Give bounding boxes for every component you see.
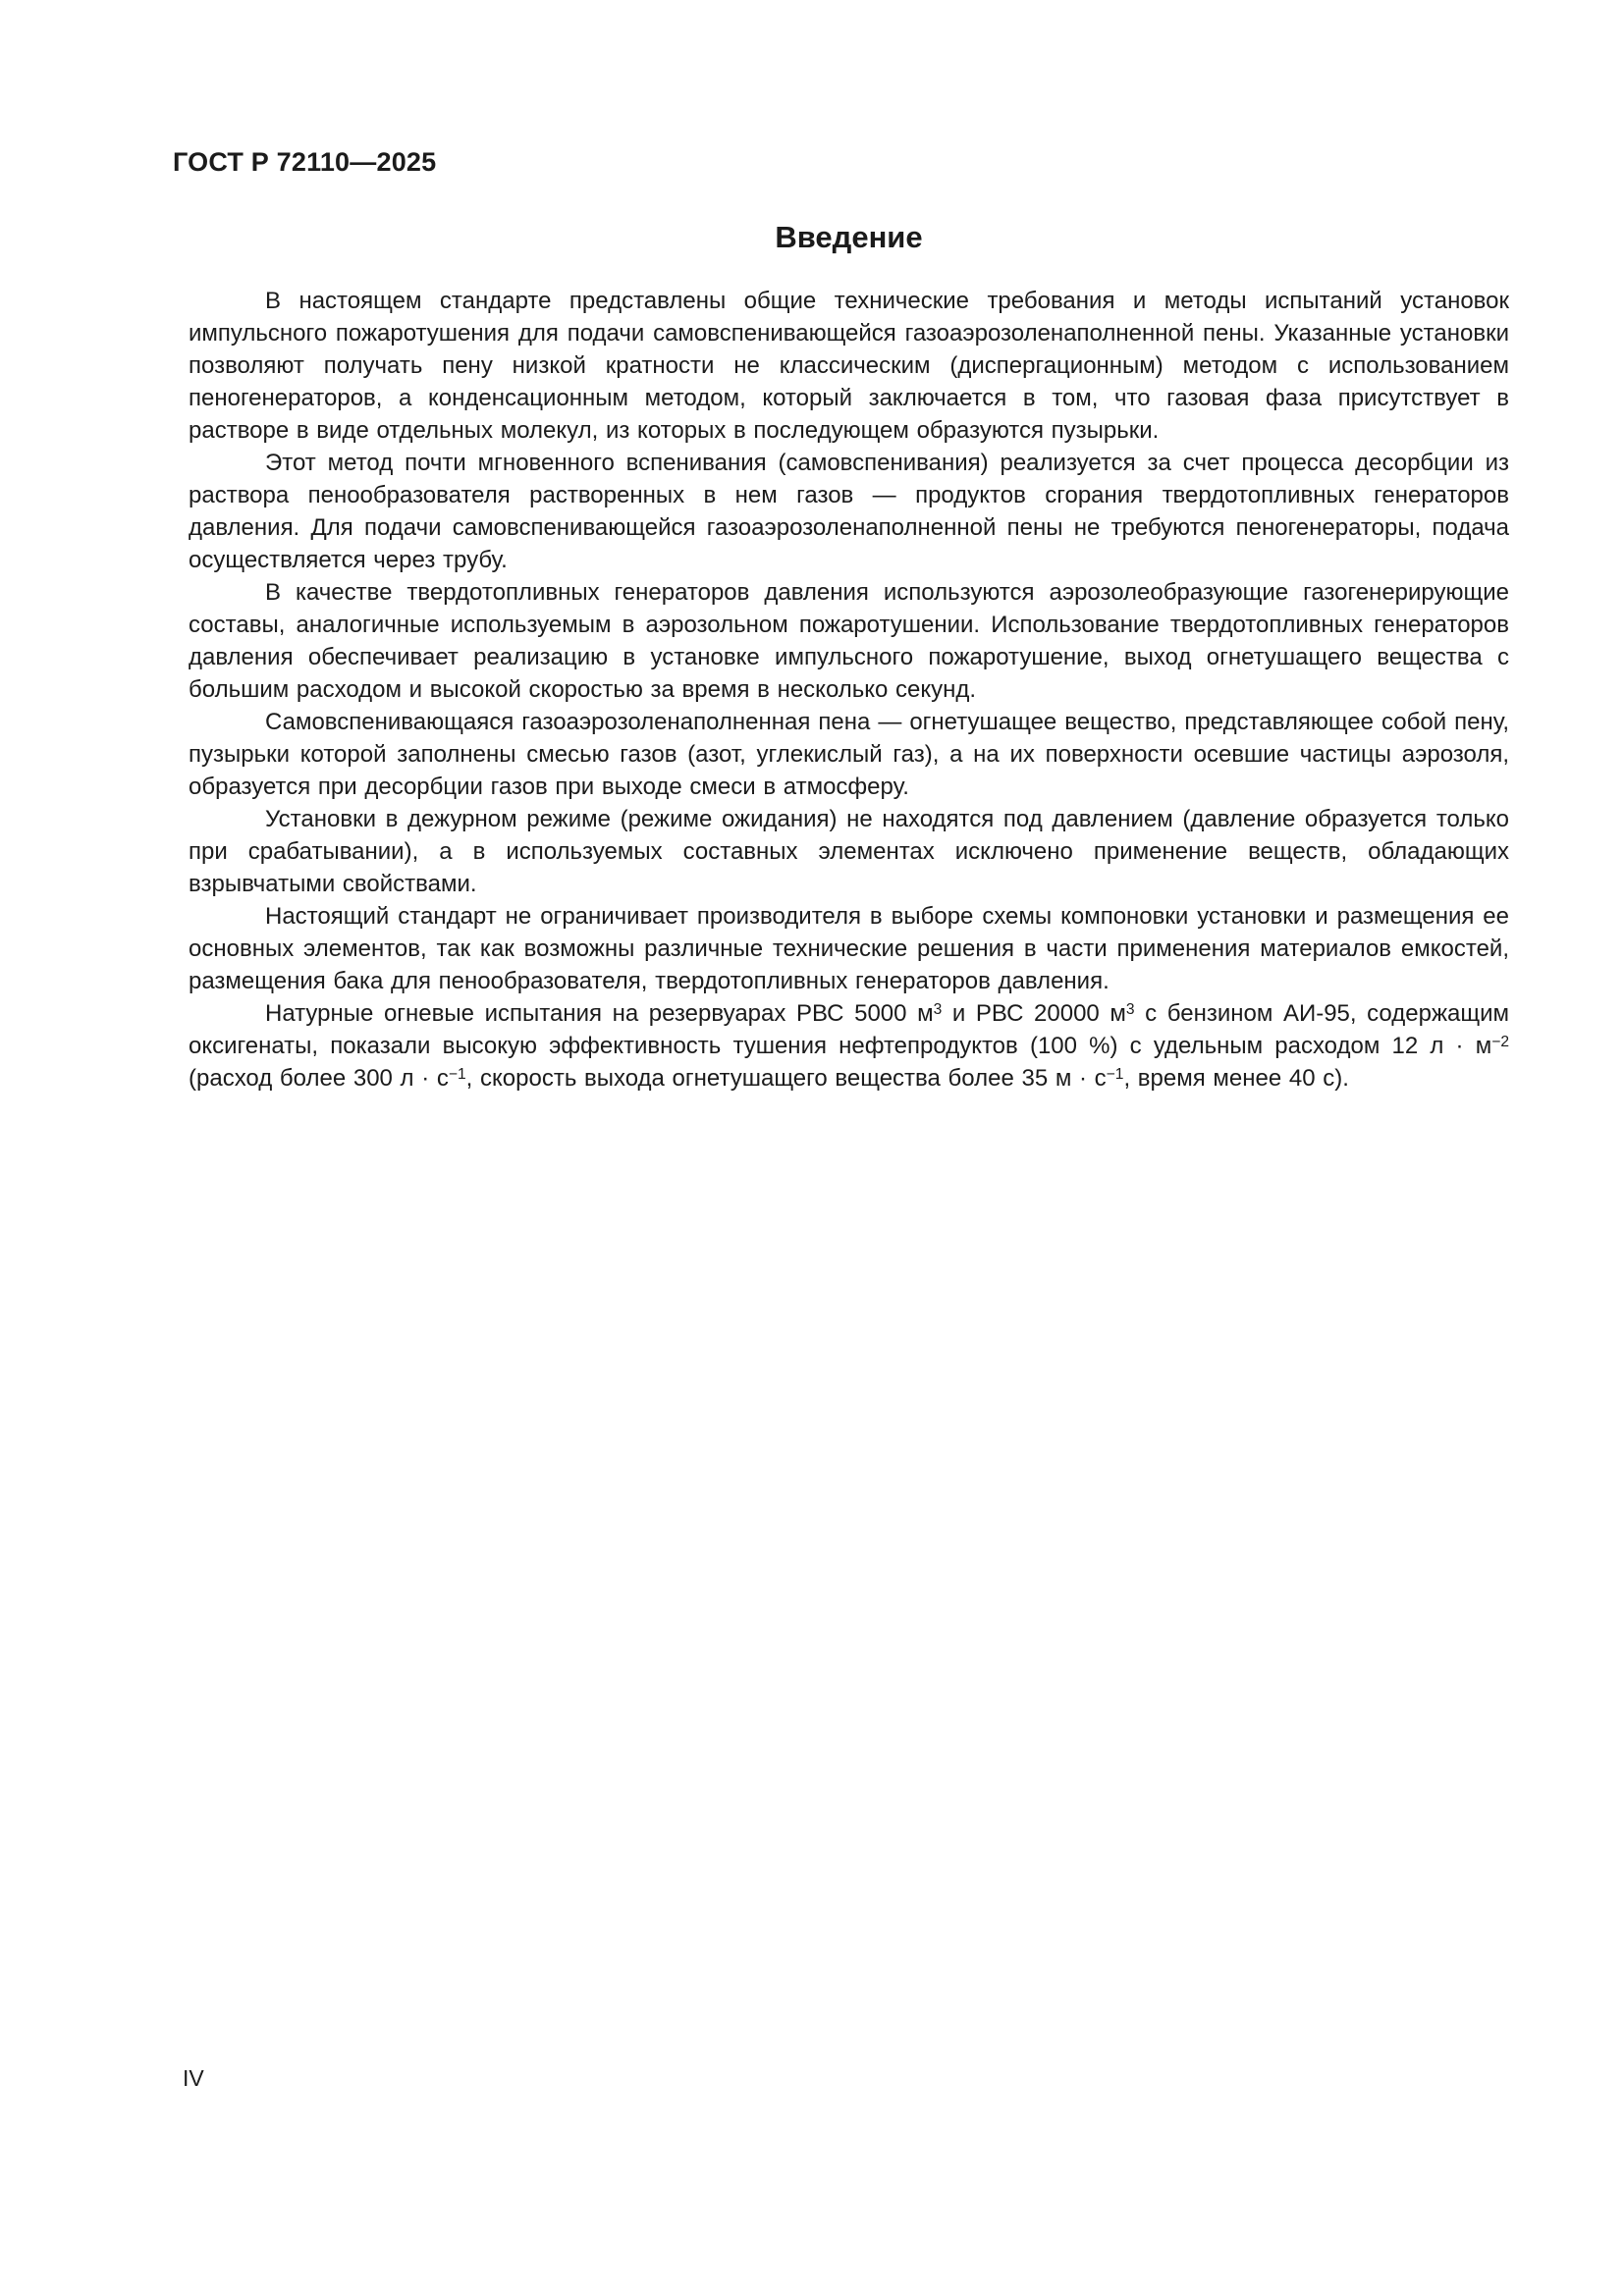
- paragraph: [189, 997, 1509, 1095]
- text-run: Этот метод почти мгновенного вспенивания (самовспенивания) реализуется за счет процесса десорбции из раствора пенообразователя растворенных в нем газов — продуктов сгорания твердотопливных генераторов давления. Для подачи самовспенивающейся газоаэрозоленаполненной пены не требуются пеногенераторы, подача осуществляется через трубу.: [189, 450, 1509, 573]
- page-number: IV: [183, 2065, 204, 2091]
- text-run: , скорость выхода огнетушащего вещества более 35 м · с: [465, 1065, 1107, 1092]
- paragraph: [189, 900, 1509, 997]
- paragraph: [189, 803, 1509, 900]
- paragraph: [189, 576, 1509, 706]
- doc-code-header: ГОСТ Р 72110—2025: [173, 147, 437, 177]
- text-run: Настоящий стандарт не ограничивает производителя в выборе схемы компоновки установки и размещения ее основных элементов, так как возможны различные технические решения в части применения материалов емкостей, размещения бака для пенообразователя, твердотопливных генераторов давления.: [189, 903, 1509, 994]
- text-run: Самовспенивающаяся газоаэрозоленаполненная пена — огнетушащее вещество, представляющее собой пену, пузырьки которой заполнены смесью газов (азот, углекислый газ), а на их поверхности осевшие частицы аэрозоля, образуется при десорбции газов при выходе смеси в атмосферу.: [189, 709, 1509, 800]
- text-run: (расход более 300 л · с: [189, 1065, 449, 1092]
- paragraph: [189, 706, 1509, 803]
- text-run: , время менее 40 с).: [1123, 1065, 1349, 1092]
- text-run: с бензином АИ-95, содержащим оксигенаты, показали высокую эффективность тушения нефтепродуктов (100 %) с удельным расходом 12 л · м: [189, 1000, 1509, 1059]
- intro-paragraphs: [189, 285, 1509, 1095]
- section-title: Введение: [775, 220, 923, 254]
- text-run: Натурные огневые испытания на резервуарах РВС 5000 м: [265, 1000, 934, 1027]
- text-run: В качестве твердотопливных генераторов давления используются аэрозолеобразующие газогенерирующие составы, аналогичные используемым в аэрозольном пожаротушении. Использование твердотопливных генераторов давления обеспечивает реализацию в установке импульсного пожаротушение, выход огнетушащего вещества с большим расходом и высокой скоростью за время в несколько секунд.: [189, 579, 1509, 703]
- text-run: В настоящем стандарте представлены общие технические требования и методы испытаний установок импульсного пожаротушения для подачи самовспенивающейся газоаэрозоленаполненной пены. Указанные установки позволяют получать пену низкой кратности не классическим (диспергационным) методом с использованием пеногенераторов, а конденсационным методом, который заключается в том, что газовая фаза присутствует в растворе в виде отдельных молекул, из которых в последующем образуются пузырьки.: [189, 288, 1509, 444]
- superscript: −1: [1106, 1065, 1124, 1083]
- superscript: −2: [1491, 1033, 1509, 1050]
- paragraph: [189, 447, 1509, 576]
- superscript: 3: [1125, 1000, 1135, 1018]
- text-run: и РВС 20000 м: [942, 1000, 1126, 1027]
- text-run: Установки в дежурном режиме (режиме ожидания) не находятся под давлением (давление образуется только при срабатывании), а в используемых составных элементах исключено применение веществ, обладающих взрывчатыми свойствами.: [189, 806, 1509, 897]
- superscript: −1: [448, 1065, 466, 1083]
- superscript: 3: [933, 1000, 943, 1018]
- paragraph: [189, 285, 1509, 447]
